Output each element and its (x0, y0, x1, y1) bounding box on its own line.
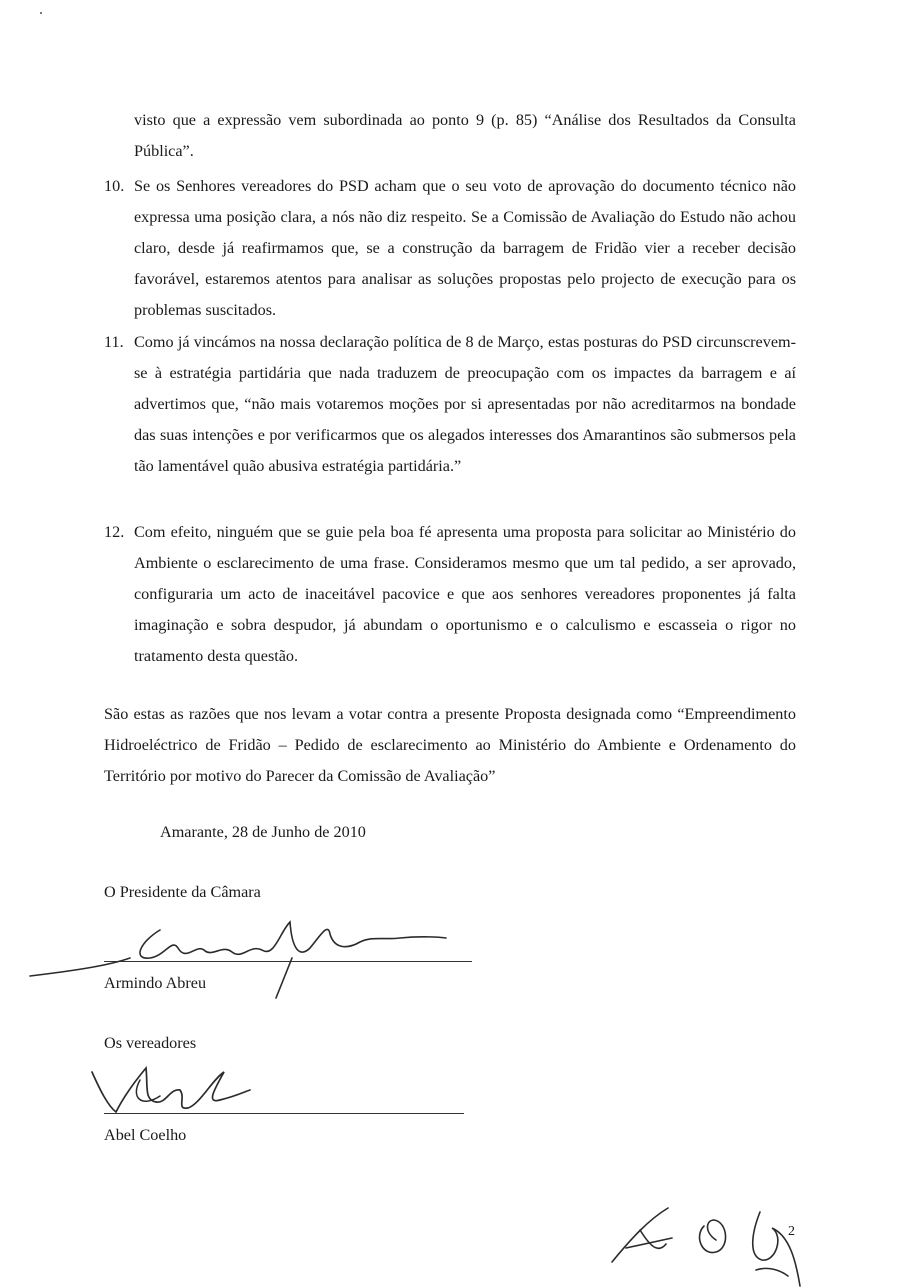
item-number: 11. (104, 333, 124, 351)
item-number: 10. (104, 177, 125, 195)
item-text: Se os Senhores vereadores do PSD acham que o seu voto de aprovação do documento técnico não expressa uma posição clara, a nós não diz respeito. Se a Comissão de Avaliação do Estudo não achou claro, desde já reafirmamos que, se a construção da barragem de Fridão vier a receber decisão favorável, estaremos atentos para analisar as soluções propostas pelo projecto de execução para os problemas suscitados. (134, 177, 796, 319)
place-date: Amarante, 28 de Junho de 2010 (160, 823, 366, 841)
continuation-paragraph: visto que a expressão vem subordinada ao ponto 9 (p. 85) “Análise dos Resultados da Consulta Pública”. (134, 111, 796, 160)
item-text: Como já vincámos na nossa declaração política de 8 de Março, estas posturas do PSD circunscrevem-se à estratégia partidária que nada traduzem de preocupação com os impactes da barragem e aí advertimos que, “não mais votaremos moções por si apresentadas por não acreditarmos na bondade das suas intenções e por verificarmos que os alegados interesses dos Amarantinos são submersos pela tão lamentável quão abusiva estratégia partidária.” (134, 333, 796, 475)
president-name: Armindo Abreu (104, 974, 207, 992)
closing-paragraph: São estas as razões que nos levam a votar contra a presente Proposta designada como “Empreendimento Hidroeléctrico de Fridão – Pedido de esclarecimento ao Ministério do Ambiente e Ordenamento do Território por motivo do Parecer da Comissão de Avaliação” (104, 705, 796, 785)
president-role: O Presidente da Câmara (104, 883, 261, 901)
item-text: Com efeito, ninguém que se guie pela boa fé apresenta uma proposta para solicitar ao Ministério do Ambiente o esclarecimento de uma frase. Consideramos mesmo que um tal pedido, a ser aprovado, configuraria um acto de inaceitável pacovice e que aos senhores vereadores proponentes já falta imaginação e sobra despudor, já abundam o oportunismo e o calculismo e escasseia o rigor no tratamento desta questão. (134, 523, 796, 665)
councillors-role: Os vereadores (104, 1034, 197, 1052)
item-number: 12. (104, 523, 125, 541)
page-number: 2 (788, 1224, 795, 1239)
councillor-name: Abel Coelho (104, 1126, 187, 1144)
